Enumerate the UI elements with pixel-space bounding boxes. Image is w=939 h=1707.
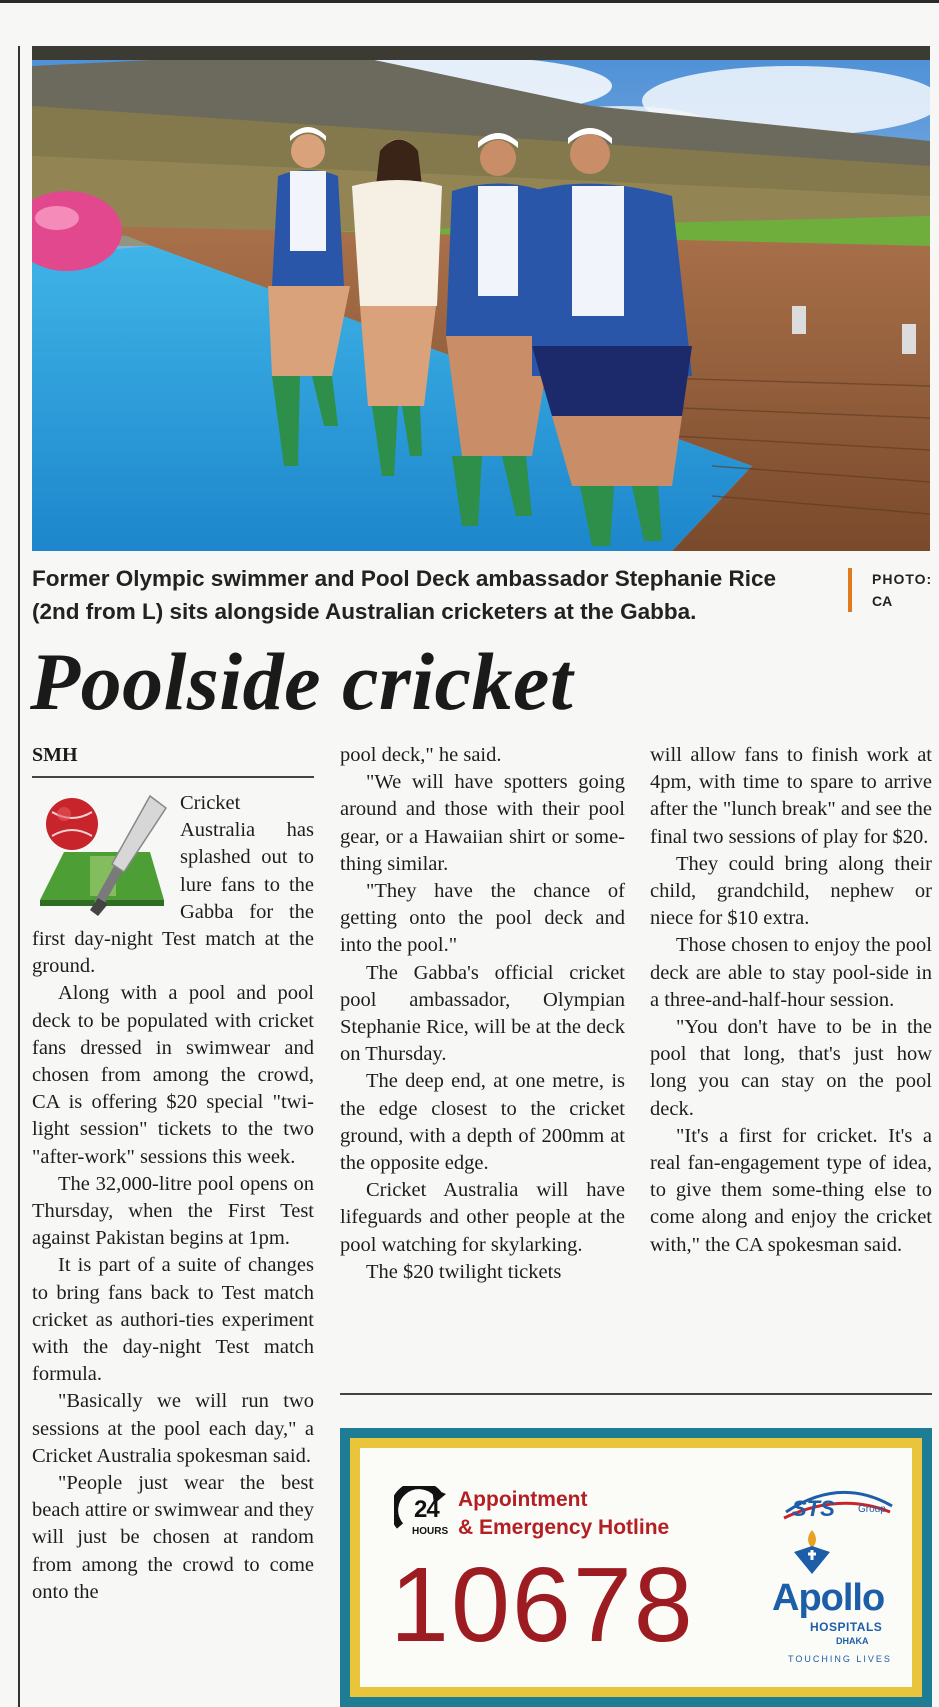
apollo-tagline: TOUCHING LIVES — [788, 1654, 892, 1664]
sts-group-label: Group — [858, 1504, 886, 1515]
photo-credit — [848, 568, 932, 612]
paragraph: pool deck," he said. — [340, 744, 502, 766]
apollo-hospitals-label: HOSPITALS — [810, 1620, 883, 1634]
24-hours-icon — [394, 1486, 454, 1544]
photo-caption: Former Olympic swimmer and Pool Deck ambassador Stephanie Rice (2nd from L) sits alongside Australian cricketers at the Gabba. — [32, 566, 777, 624]
paragraph: The 32,000-litre pool opens on Thursday, when the First Test against Pakistan begins at 1pm. — [32, 1172, 314, 1250]
paragraph: "You don't have to be in the pool that long, that's just how long you can stay on the pool deck. — [650, 1016, 932, 1120]
article-column-2 — [340, 742, 625, 1286]
sts-wordmark: STS — [792, 1496, 835, 1521]
hotline-advertisement — [340, 1428, 932, 1707]
paragraph: "They have the chance of getting onto the pool deck and into the pool." — [340, 880, 625, 957]
paragraph: Cricket Australia has splashed out to lure fans to the Gabba for the first day-night Test match at the ground. — [32, 792, 314, 978]
article-column-1 — [32, 790, 314, 1606]
apollo-city-label: DHAKA — [836, 1636, 869, 1646]
paragraph: "People just wear the best beach attire or swimwear and they will just be chosen at random from among the crowd to come onto the — [32, 1472, 314, 1603]
ad-title-line-2: & Emergency Hotline — [458, 1516, 670, 1539]
paragraph: The $20 twilight tickets — [366, 1260, 562, 1283]
paragraph: The deep end, at one metre, is the edge closest to the cricket ground, with a depth of 200mm at the opposite edge. — [340, 1070, 625, 1175]
column-rule-left — [18, 46, 20, 1707]
paragraph: will allow fans to finish work at 4pm, with time to spare to arrive after the "lunch break" and see the final two sessions of play for $20. — [650, 744, 932, 848]
apollo-emblem-icon — [790, 1528, 834, 1576]
hours-label: HOURS — [412, 1526, 449, 1537]
ad-border — [350, 1438, 922, 1697]
paragraph: "It's a first for cricket. It's a real fan-engagement type of idea, to give them some-thing else to come along and enjoy the cricket with," the CA spokesman said. — [650, 1124, 932, 1256]
paragraph: It is part of a suite of changes to bring fans back to Test match cricket as authori-ties experiment with the day-night Test match formula. — [32, 1254, 314, 1386]
paragraph: Cricket Australia will have lifeguards and other people at the pool watching for skylarking. — [340, 1179, 625, 1256]
apollo-wordmark: Apollo — [772, 1577, 885, 1619]
article-column-3 — [650, 742, 932, 1259]
paragraph: Along with a pool and pool deck to be populated with cricket fans dressed in swimwear and chosen from among the crowd, CA is offering $20 special "twi-light session" tickets to the two "after-work" sessions this week. — [32, 982, 314, 1168]
paragraph: They could bring along their child, grandchild, nephew or niece for $10 extra. — [650, 852, 932, 930]
paragraph: "We will have spotters going around and those with their pool gear, or a Hawaiian shirt or some-thing similar. — [340, 771, 625, 875]
cricket-icon — [32, 790, 172, 920]
ad-body — [360, 1448, 912, 1687]
headline: Poolside cricket — [30, 636, 574, 727]
photo-credit-label: PHOTO: — [872, 571, 933, 587]
ad-divider — [340, 1393, 932, 1395]
article-photo — [32, 46, 930, 551]
sts-group-logo — [780, 1482, 900, 1532]
ad-title — [458, 1486, 669, 1542]
byline-rule — [32, 776, 314, 778]
ad-title-line-1: Appointment — [458, 1488, 588, 1511]
hotline-number: 10678 — [390, 1546, 695, 1664]
paragraph: The Gabba's official cricket pool ambassador, Olympian Stephanie Rice, will be at the deck on Thursday. — [340, 961, 625, 1066]
paragraph: Those chosen to enjoy the pool deck are able to stay pool-side in a three-and-half-hour session. — [650, 934, 932, 1011]
byline: SMH — [32, 744, 78, 766]
top-rule — [0, 0, 939, 3]
paragraph: "Basically we will run two sessions at the pool each day," a Cricket Australia spokesman said. — [32, 1390, 314, 1467]
photo-credit-source: CA — [872, 593, 893, 609]
hours-number: 24 — [414, 1496, 439, 1523]
